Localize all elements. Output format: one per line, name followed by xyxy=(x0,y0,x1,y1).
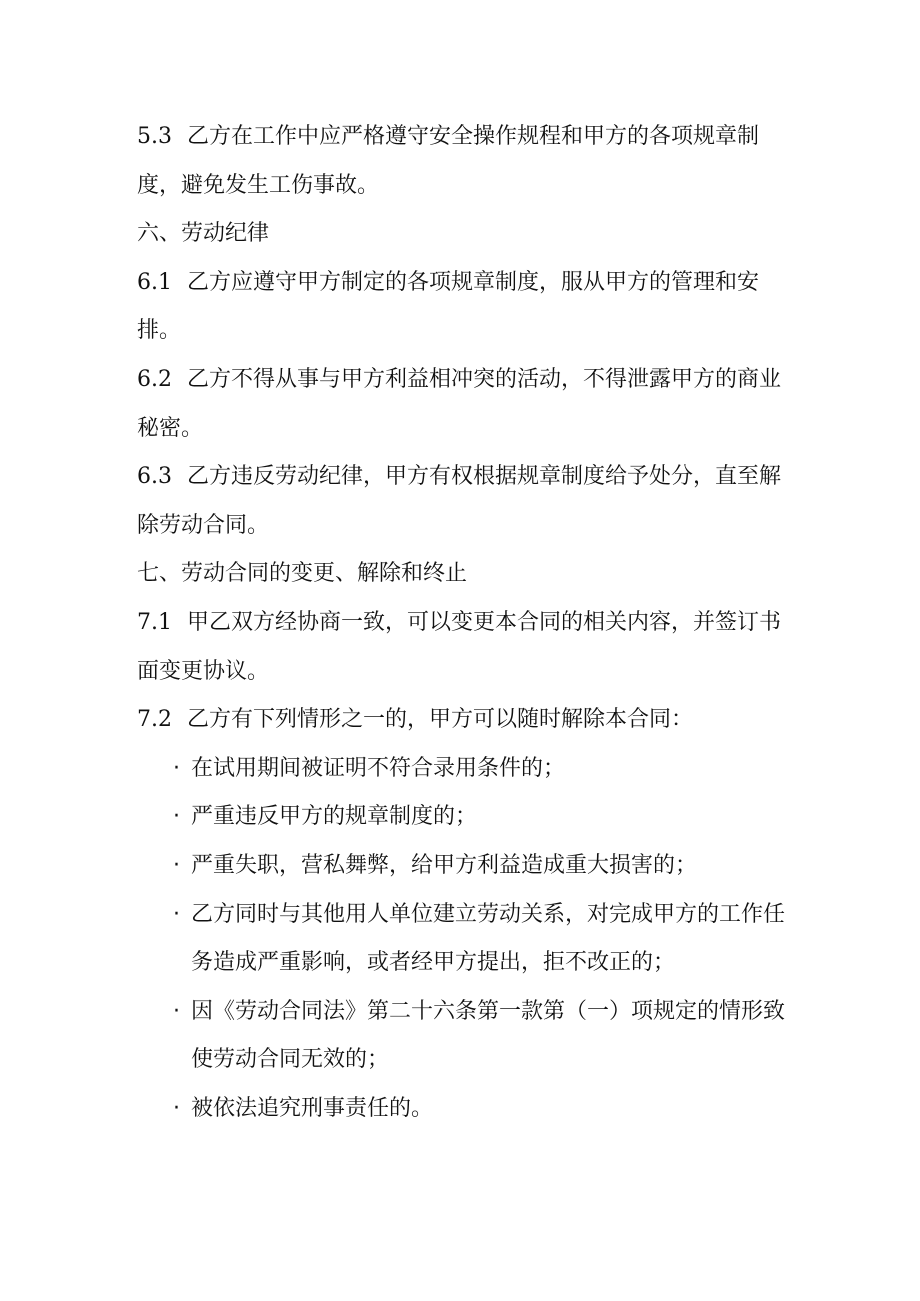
list-item-text: 因《劳动合同法》第二十六条第一款第（一）项规定的情形致使劳动合同无效的； xyxy=(191,998,786,1073)
clause-text: 乙方在工作中应严格遵守安全操作规程和甲方的各项规章制度，避免发生工伤事故。 xyxy=(137,124,760,198)
clause-6-3 xyxy=(137,453,787,550)
section-heading-7: 七、劳动合同的变更、解除和终止 xyxy=(137,561,468,587)
list-item xyxy=(137,1085,787,1134)
clause-6-2 xyxy=(137,356,787,453)
clause-text: 乙方违反劳动纪律，甲方有权根据规章制度给予处分，直至解除劳动合同。 xyxy=(137,464,782,538)
bullet-dot-icon: · xyxy=(173,755,180,781)
list-item-text: 严重失职，营私舞弊，给甲方利益造成重大损害的； xyxy=(191,852,698,878)
list-item-text: 乙方同时与其他用人单位建立劳动关系，对完成甲方的工作任务造成严重影响，或者经甲方提出，拒不改正的； xyxy=(191,901,786,976)
bullet-dot-icon: · xyxy=(173,998,180,1024)
section-heading-6: 六、劳动纪律 xyxy=(137,221,270,247)
list-item-text: 严重违反甲方的规章制度的； xyxy=(191,804,478,830)
clause-6-1 xyxy=(137,259,787,356)
clause-number: 6.1 xyxy=(137,269,172,295)
bullet-dot-icon: · xyxy=(173,901,180,927)
list-item-text: 被依法追究刑事责任的。 xyxy=(191,1095,434,1121)
clause-number: 5.3 xyxy=(137,124,172,149)
bullet-dot-icon: · xyxy=(173,804,180,830)
document-body xyxy=(137,113,787,1133)
clause-number: 7.1 xyxy=(137,609,172,635)
list-item xyxy=(137,793,787,842)
list-item xyxy=(137,745,787,794)
list-item xyxy=(137,842,787,891)
bullet-dot-icon: · xyxy=(173,852,180,878)
clause-7-2 xyxy=(137,696,787,745)
list-item xyxy=(137,891,787,988)
clause-number: 6.2 xyxy=(137,366,172,392)
clause-text: 乙方不得从事与甲方利益相冲突的活动，不得泄露甲方的商业秘密。 xyxy=(137,366,782,441)
clause-text: 乙方应遵守甲方制定的各项规章制度，服从甲方的管理和安排。 xyxy=(137,269,760,344)
clause-number: 6.3 xyxy=(137,464,172,490)
clause-text: 甲乙双方经协商一致，可以变更本合同的相关内容，并签订书面变更协议。 xyxy=(137,609,782,684)
clause-text: 乙方有下列情形之一的，甲方可以随时解除本合同： xyxy=(187,707,694,733)
clause-number: 7.2 xyxy=(137,707,172,733)
bullet-dot-icon: · xyxy=(173,1095,180,1121)
clause-5-3 xyxy=(137,113,787,210)
list-item xyxy=(137,988,787,1085)
clause-7-1 xyxy=(137,599,787,696)
list-item-text: 在试用期间被证明不符合录用条件的； xyxy=(191,755,566,781)
